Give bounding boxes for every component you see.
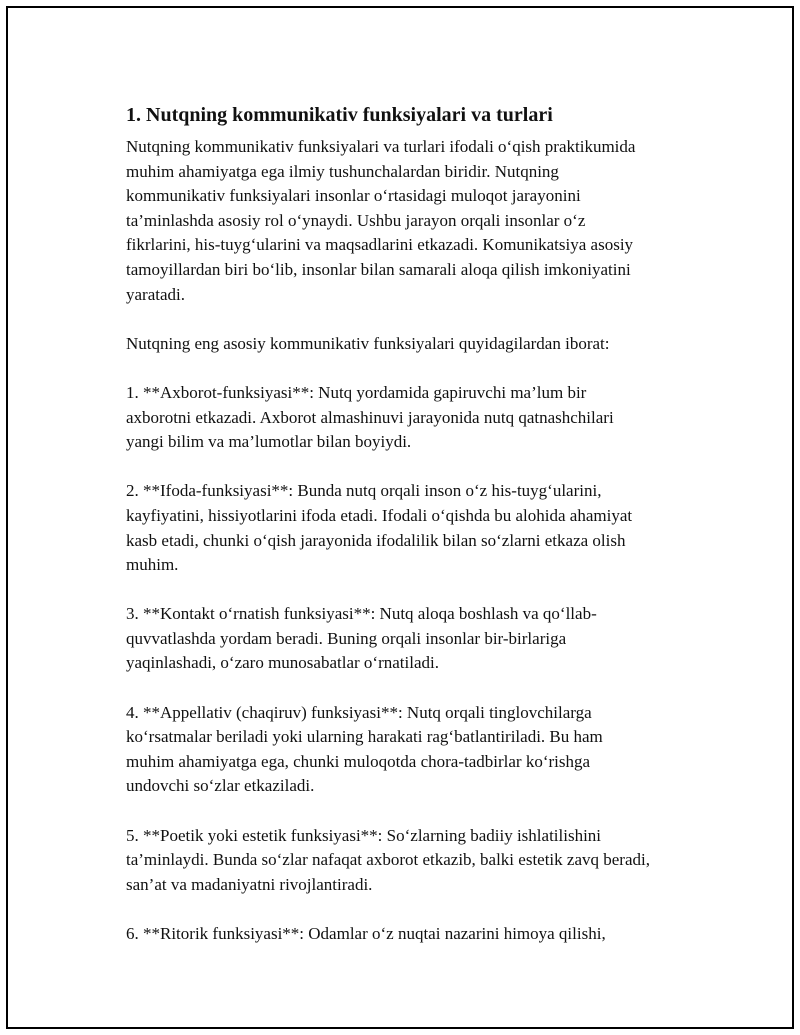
text-line: ta’minlaydi. Bunda so‘zlar nafaqat axborot etkazib, balki estetik zavq beradi, [126, 850, 650, 870]
section-heading: 1. Nutqning kommunikativ funksiyalari va turlari [126, 104, 553, 126]
text-line: tamoyillardan biri bo‘lib, insonlar bilan samarali aloqa qilish imkoniyatini [126, 259, 631, 279]
text-line: undovchi so‘zlar etkaziladi. [126, 776, 315, 796]
text-line: ta’minlashda asosiy rol o‘ynaydi. Ushbu jarayon orqali insonlar o‘z [126, 210, 586, 230]
text-line: Nutqning kommunikativ funksiyalari va turlari ifodali o‘qish praktikumida [126, 137, 636, 156]
text-line: muhim ahamiyatga ega ilmiy tushunchalardan biridir. Nutqning [126, 161, 559, 181]
text-line: 6. **Ritorik funksiyasi**: Odamlar o‘z nuqtai nazarini himoya qilishi, [126, 924, 606, 943]
text-line: quvvatlashda yordam beradi. Buning orqali insonlar bir-birlariga [126, 628, 567, 648]
list-item-kontakt [126, 602, 706, 676]
list-item-appellativ [126, 701, 706, 799]
text-line: 2. **Ifoda-funksiyasi**: Bunda nutq orqali inson o‘z his-tuyg‘ularini, [126, 481, 602, 501]
text-line: yaratadi. [126, 284, 185, 304]
text-line: 4. **Appellativ (chaqiruv) funksiyasi**: Nutq orqali tinglovchilarga [126, 702, 592, 722]
intro-paragraph [126, 135, 706, 307]
text-line: 5. **Poetik yoki estetik funksiyasi**: So‘zlarning badiiy ishlatilishini [126, 825, 602, 845]
text-line: san’at va madaniyatni rivojlantiradi. [126, 874, 373, 894]
text-line: kayfiyatini, hissiyotlarini ifoda etadi. Ifodali o‘qishda bu alohida ahamiyat [126, 505, 633, 525]
document-body [126, 101, 706, 971]
text-line: muhim. [126, 555, 179, 575]
text-line: yaqinlashadi, o‘zaro munosabatlar o‘rnatiladi. [126, 653, 439, 673]
text-line: fikrlarini, his-tuyg‘ularini va maqsadlarini etkazadi. Komunikatsiya asosiy [126, 235, 634, 255]
list-item-ritorik [126, 922, 706, 947]
text-line: ko‘rsatmalar beriladi yoki ularning harakati rag‘batlantiriladi. Bu ham [126, 727, 603, 747]
text-line: muhim ahamiyatga ega, chunki muloqotda chora-tadbirlar ko‘rishga [126, 751, 591, 771]
list-item-poetik [126, 824, 706, 898]
text-line: yangi bilim va ma’lumotlar bilan boyiydi. [126, 432, 412, 452]
list-item-axborot [126, 381, 706, 455]
text-line: Nutqning eng asosiy kommunikativ funksiyalari quyidagilardan iborat: [126, 333, 610, 353]
text-line: axborotni etkazadi. Axborot almashinuvi jarayonida nutq qatnashchilari [126, 407, 614, 427]
text-line: kasb etadi, chunki o‘qish jarayonida ifodalilik bilan so‘zlarni etkaza olish [126, 530, 626, 550]
page-frame [6, 6, 794, 1029]
text-line: kommunikativ funksiyalari insonlar o‘rtasidagi muloqot jarayonini [126, 186, 581, 206]
text-line: 1. **Axborot-funksiyasi**: Nutq yordamida gapiruvchi ma’lum bir [126, 382, 587, 402]
list-item-ifoda [126, 479, 706, 577]
list-intro-paragraph [126, 332, 706, 357]
text-line: 3. **Kontakt o‘rnatish funksiyasi**: Nutq aloqa boshlash va qo‘llab- [126, 604, 597, 624]
